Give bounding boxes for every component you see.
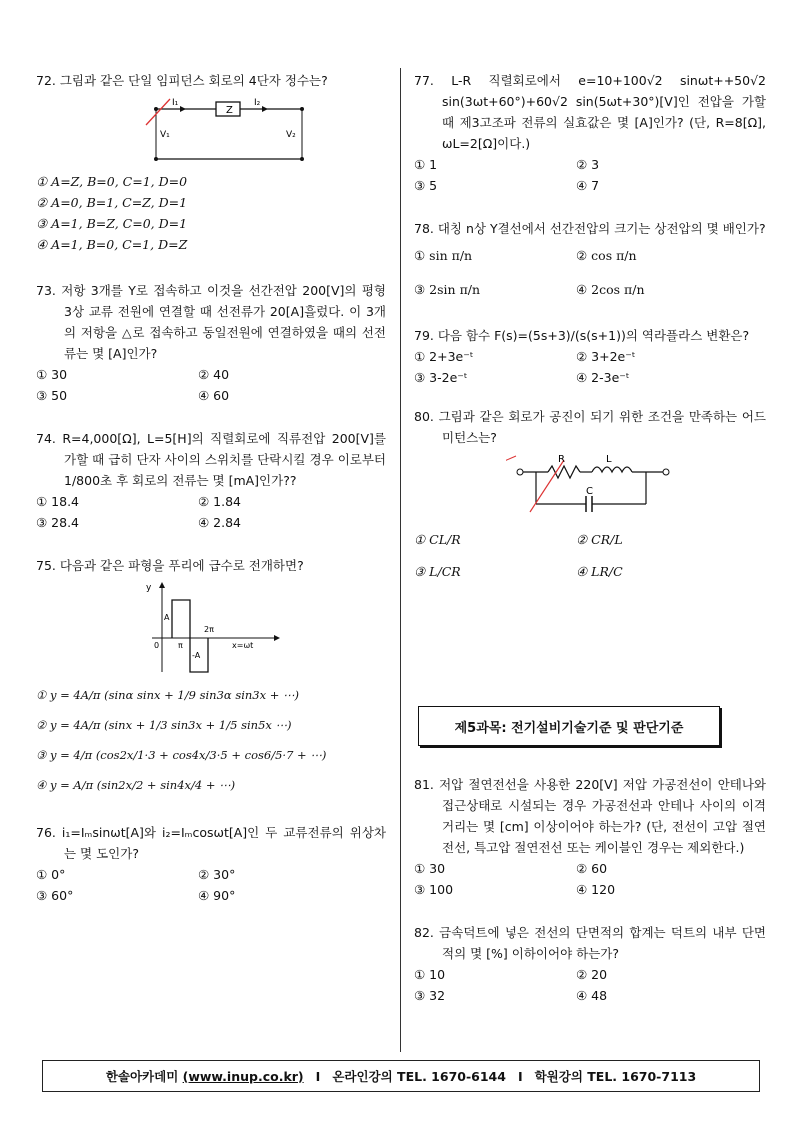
fig80-l: L <box>606 454 612 465</box>
footer-bar <box>42 1060 760 1092</box>
fig75-two-pi: 2π <box>204 625 214 634</box>
q81-option-1[interactable]: ① 30 <box>414 861 446 876</box>
question-76 <box>36 822 386 906</box>
q79-option-2[interactable]: ② 3+2e⁻ᵗ <box>576 349 636 364</box>
q80-option-1[interactable]: ① CL/R <box>414 532 461 547</box>
q72-option-4[interactable]: ④ A=1, B=0, C=1, D=Z <box>36 237 188 252</box>
q76-option-3[interactable]: ③ 60° <box>36 888 74 903</box>
q77-option-4[interactable]: ④ 7 <box>576 178 600 193</box>
q74-option-1[interactable]: ① 18.4 <box>36 494 80 509</box>
fig80-c: C <box>586 486 593 497</box>
q72-option-2[interactable]: ② A=0, B=1, C=Z, D=1 <box>36 195 188 210</box>
question-80-figure <box>506 452 676 520</box>
footer-academy-phone: 학원강의 TEL. 1670-7113 <box>534 1069 697 1084</box>
footer-online-phone: 온라인강의 TEL. 1670-6144 <box>332 1069 506 1084</box>
fig75-neg-a: -A <box>192 651 201 660</box>
question-75-options <box>36 680 386 800</box>
q73-option-4[interactable]: ④ 60 <box>198 388 230 403</box>
fig75-pi: π <box>178 641 183 650</box>
question-80 <box>414 406 766 588</box>
question-72 <box>36 70 386 255</box>
question-72-options <box>36 171 386 255</box>
question-79-text: 79. 다음 함수 F(s)=(5s+3)/(s(s+1))의 역라플라스 변환은? <box>414 328 750 343</box>
question-73 <box>36 280 386 406</box>
q73-option-3[interactable]: ③ 50 <box>36 388 68 403</box>
q82-option-1[interactable]: ① 10 <box>414 967 446 982</box>
q81-option-2[interactable]: ② 60 <box>576 861 608 876</box>
q76-option-1[interactable]: ① 0° <box>36 867 66 882</box>
fig72-i2: I₂ <box>254 98 261 108</box>
left-column <box>36 70 386 906</box>
footer-separator-2: I <box>517 1068 523 1084</box>
fig72-v2: V₂ <box>286 130 296 140</box>
q74-option-4[interactable]: ④ 2.84 <box>198 515 242 530</box>
question-73-text: 73. 저항 3개를 Y로 접속하고 이것을 선간전압 200[V]의 평형 3상 교류 전원에 연결할 때 선전류가 20[A]흘렀다. 이 3개의 저항을 △로 접속하고 동일전원에 연결하였을 때의 선전류는 몇 [A]인가? <box>36 283 386 361</box>
q74-option-3[interactable]: ③ 28.4 <box>36 515 80 530</box>
question-81 <box>414 774 766 900</box>
q75-option-2[interactable]: ② y = 4A/π (sinx + 1/3 sin3x + 1/5 sin5x ⋯) <box>36 718 292 732</box>
q73-option-2[interactable]: ② 40 <box>198 367 230 382</box>
q82-option-3[interactable]: ③ 32 <box>414 988 446 1003</box>
footer-url-link[interactable]: (www.inup.co.kr) <box>182 1068 304 1084</box>
column-divider <box>400 68 401 1052</box>
fig75-a: A <box>164 613 170 622</box>
q79-option-4[interactable]: ④ 2-3e⁻ᵗ <box>576 370 630 385</box>
q75-option-1[interactable]: ① y = 4A/π (sinα sinx + 1/9 sin3α sin3x + ⋯) <box>36 688 300 702</box>
q73-option-1[interactable]: ① 30 <box>36 367 68 382</box>
question-82-text: 82. 금속덕트에 넣은 전선의 단면적의 합계는 덕트의 내부 단면적의 몇 [%] 이하이어야 하는가? <box>414 925 766 961</box>
question-80-text: 80. 그림과 같은 회로가 공진이 되기 위한 조건을 만족하는 어드미턴스는? <box>414 409 766 445</box>
q78-option-2[interactable]: ② cos π/n <box>576 248 637 263</box>
question-72-figure <box>142 95 312 167</box>
fig75-x-label: x=ωt <box>232 641 254 650</box>
q80-option-2[interactable]: ② CR/L <box>576 532 623 547</box>
question-81-text: 81. 저압 절연전선을 사용한 220[V] 저압 가공전선이 안테나와 접근상태로 시설되는 경우 가공전선과 안테나 사이의 이격거리는 몇 [cm] 이상이어야 하는가? (단, 전선이 고압 절연전선, 특고압 절연전선 또는 케이블인 경우는 제외한다.) <box>414 777 766 855</box>
q82-option-2[interactable]: ② 20 <box>576 967 608 982</box>
fig72-z: Z <box>226 105 233 116</box>
footer-separator-1: I <box>315 1068 321 1084</box>
question-74-text: 74. R=4,000[Ω], L=5[H]의 직렬회로에 직류전압 200[V]를 가할 때 급히 단자 사이의 스위치를 단락시킬 경우 이로부터 1/800초 후 회로의 전류는 몇 [mA]인가?? <box>36 431 386 488</box>
question-72-text: 72. 그림과 같은 단일 임피던스 회로의 4단자 정수는? <box>36 73 328 88</box>
question-75-figure <box>142 580 282 676</box>
question-74 <box>36 428 386 533</box>
q82-option-4[interactable]: ④ 48 <box>576 988 608 1003</box>
footer-academy-name: 한솔아카데미 <box>105 1069 179 1084</box>
q76-option-4[interactable]: ④ 90° <box>198 888 236 903</box>
q78-option-3[interactable]: ③ 2sin π/n <box>414 282 481 297</box>
right-column-lower <box>414 774 766 1006</box>
fig75-origin: 0 <box>154 641 160 650</box>
q75-option-4[interactable]: ④ y = A/π (sin2x/2 + sin4x/4 + ⋯) <box>36 778 236 792</box>
question-75-text: 75. 다음과 같은 파형을 푸리에 급수로 전개하면? <box>36 558 304 573</box>
q80-option-4[interactable]: ④ LR/C <box>576 564 623 579</box>
q81-option-3[interactable]: ③ 100 <box>414 882 454 897</box>
q77-option-2[interactable]: ② 3 <box>576 157 600 172</box>
q72-option-3[interactable]: ③ A=1, B=Z, C=0, D=1 <box>36 216 188 231</box>
question-77-text: 77. L-R 직렬회로에서 e=10+100√2 sinωt++50√2 sin(3ωt+60°)+60√2 sin(5ωt+30°)[V]인 전압을 가할 때 제3고조파 전류의 실효값은 몇 [A]인가? (단, R=8[Ω], ωL=2[Ω]이다.) <box>414 73 766 151</box>
q77-option-3[interactable]: ③ 5 <box>414 178 438 193</box>
q78-option-1[interactable]: ① sin π/n <box>414 248 473 263</box>
fig75-y: y <box>146 583 152 593</box>
question-75 <box>36 555 386 800</box>
q75-option-3[interactable]: ③ y = 4/π (cos2x/1·3 + cos4x/3·5 + cos6/5·7 + ⋯) <box>36 748 327 762</box>
q76-option-2[interactable]: ② 30° <box>198 867 236 882</box>
q72-option-1[interactable]: ① A=Z, B=0, C=1, D=0 <box>36 174 188 189</box>
question-76-text: 76. i₁=Iₘsinωt[A]와 i₂=Iₘcosωt[A]인 두 교류전류의 위상차는 몇 도인가? <box>36 825 386 861</box>
fig72-i1: I₁ <box>172 98 179 108</box>
q81-option-4[interactable]: ④ 120 <box>576 882 616 897</box>
question-79 <box>414 325 766 388</box>
q79-option-3[interactable]: ③ 3-2e⁻ᵗ <box>414 370 468 385</box>
q79-option-1[interactable]: ① 2+3e⁻ᵗ <box>414 349 474 364</box>
q74-option-2[interactable]: ② 1.84 <box>198 494 242 509</box>
q80-option-3[interactable]: ③ L/CR <box>414 564 461 579</box>
question-78 <box>414 218 766 307</box>
q77-option-1[interactable]: ① 1 <box>414 157 438 172</box>
fig72-v1: V₁ <box>160 130 170 140</box>
q78-option-4[interactable]: ④ 2cos π/n <box>576 282 645 297</box>
right-column <box>414 70 766 588</box>
fig80-r: R <box>558 454 565 465</box>
question-78-text: 78. 대칭 n상 Y결선에서 선간전압의 크기는 상전압의 몇 배인가? <box>414 221 766 236</box>
question-82 <box>414 922 766 1006</box>
section-title: 제5과목: 전기설비기술기준 및 판단기준 <box>418 706 720 746</box>
question-77 <box>414 70 766 196</box>
